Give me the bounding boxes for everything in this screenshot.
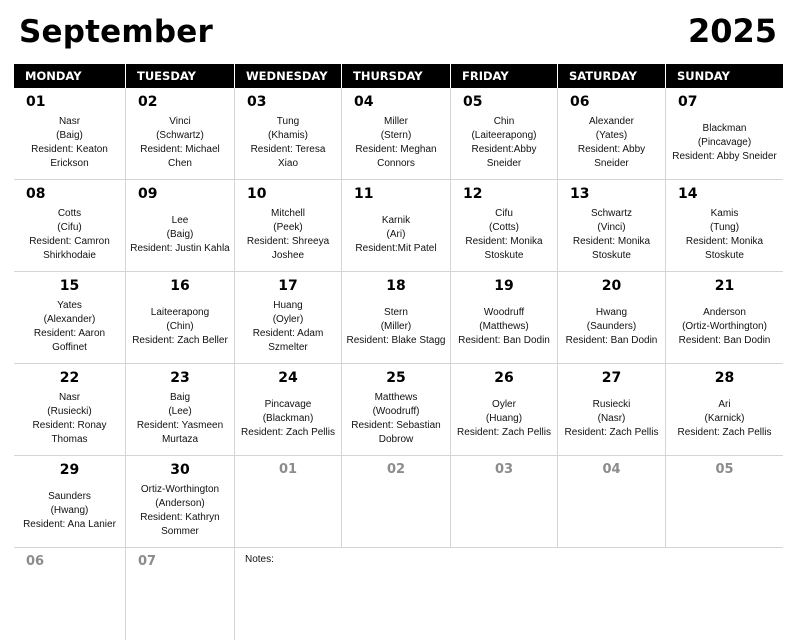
day-cell[interactable] bbox=[666, 180, 783, 271]
month-title: September bbox=[19, 14, 213, 50]
day-number: 15 bbox=[59, 278, 80, 294]
assignment-text bbox=[560, 110, 663, 175]
assignment-line: Resident: Michael bbox=[140, 143, 220, 155]
day-cell[interactable] bbox=[558, 180, 666, 271]
assignment-line: Hwang bbox=[595, 306, 628, 318]
day-number: 18 bbox=[386, 278, 406, 294]
day-number: 04 bbox=[602, 462, 621, 477]
day-cell[interactable] bbox=[126, 180, 235, 271]
day-number: 13 bbox=[570, 186, 590, 202]
weekday-header-row bbox=[14, 64, 783, 88]
assignment-text bbox=[344, 202, 448, 267]
assignment-line: (Tung) bbox=[709, 221, 740, 233]
assignment-text bbox=[16, 478, 123, 543]
day-number: 10 bbox=[247, 186, 267, 202]
day-cell[interactable] bbox=[666, 456, 783, 547]
assignment-text bbox=[237, 294, 339, 359]
assignment-line: (Khamis) bbox=[267, 129, 308, 141]
assignment-line: Schwartz bbox=[590, 207, 633, 219]
assignment-line: Yates bbox=[57, 299, 82, 311]
calendar-week bbox=[14, 364, 783, 456]
assignment-line: Mitchell bbox=[271, 207, 305, 219]
day-cell[interactable] bbox=[666, 364, 783, 455]
assignment-line: Resident: Meghan bbox=[355, 143, 437, 155]
day-number: 07 bbox=[138, 554, 157, 569]
assignment-line: Resident: Zach Beller bbox=[132, 334, 228, 346]
day-cell[interactable] bbox=[558, 272, 666, 363]
day-number: 07 bbox=[678, 94, 698, 110]
assignment-line: (Ortiz-Worthington) bbox=[682, 320, 767, 332]
day-number: 05 bbox=[463, 94, 483, 110]
day-cell[interactable] bbox=[235, 88, 342, 179]
day-cell[interactable] bbox=[558, 456, 666, 547]
notes-label: Notes: bbox=[245, 554, 274, 565]
assignment-text bbox=[344, 386, 448, 451]
day-cell[interactable] bbox=[14, 180, 126, 271]
assignment-line: (Schwartz) bbox=[156, 129, 204, 141]
assignment-line: Resident: Ban Dodin bbox=[565, 334, 658, 346]
assignment-line: (Ari) bbox=[386, 228, 406, 240]
assignment-line: (Cifu) bbox=[57, 221, 82, 233]
day-number: 01 bbox=[278, 462, 298, 477]
day-cell[interactable] bbox=[14, 364, 126, 455]
assignment-line: (Alexander) bbox=[43, 313, 96, 325]
assignment-line: Tung bbox=[276, 115, 300, 127]
calendar-week bbox=[14, 456, 783, 548]
assignment-line: Resident: Justin Kahla bbox=[130, 242, 230, 254]
assignment-text bbox=[453, 294, 555, 359]
assignment-line: Stoskute bbox=[592, 249, 631, 261]
assignment-line: (Huang) bbox=[485, 412, 523, 424]
assignment-line: Resident: Zach Pellis bbox=[241, 426, 335, 438]
day-number: 25 bbox=[386, 370, 406, 386]
assignment-text bbox=[128, 294, 232, 359]
assignment-line: Sommer bbox=[161, 525, 199, 537]
assignment-line: (Chin) bbox=[166, 320, 194, 332]
day-number: 05 bbox=[715, 462, 734, 477]
assignment-line: Resident: Ana Lanier bbox=[23, 518, 116, 530]
weekday-header: MONDAY bbox=[14, 64, 126, 88]
assignment-line: (Oyler) bbox=[272, 313, 304, 325]
day-number: 26 bbox=[494, 370, 514, 386]
day-cell[interactable] bbox=[342, 272, 451, 363]
assignment-line: Connors bbox=[377, 157, 415, 169]
day-number: 29 bbox=[59, 462, 80, 478]
assignment-line: Sneider bbox=[594, 157, 629, 169]
assignment-line: (Pincavage) bbox=[697, 136, 752, 148]
assignment-line: Ari bbox=[718, 398, 731, 410]
assignment-line: Stern bbox=[384, 306, 408, 318]
day-cell[interactable] bbox=[235, 272, 342, 363]
assignment-text bbox=[237, 386, 339, 451]
assignment-line: (Peek) bbox=[273, 221, 303, 233]
assignment-text bbox=[453, 110, 555, 175]
day-cell[interactable] bbox=[342, 364, 451, 455]
assignment-line: (Rusiecki) bbox=[47, 405, 92, 417]
day-cell[interactable] bbox=[126, 364, 235, 455]
day-cell[interactable] bbox=[14, 548, 126, 640]
assignment-text bbox=[128, 110, 232, 175]
day-cell[interactable] bbox=[342, 456, 451, 547]
assignment-line: (Baig) bbox=[56, 129, 83, 141]
assignment-line: Resident: Adam bbox=[252, 327, 324, 339]
day-number: 03 bbox=[494, 462, 514, 477]
assignment-line: Oyler bbox=[492, 398, 516, 410]
assignment-line: Resident: Monika bbox=[572, 235, 651, 247]
assignment-line: Resident: Abby Sneider bbox=[672, 150, 777, 162]
assignment-line: Xiao bbox=[277, 157, 298, 169]
day-cell[interactable] bbox=[558, 364, 666, 455]
weekday-header: THURSDAY bbox=[342, 64, 451, 88]
assignment-line: Resident: Keaton bbox=[31, 143, 108, 155]
assignment-text bbox=[128, 386, 232, 451]
day-cell[interactable] bbox=[235, 180, 342, 271]
assignment-line: Blackman bbox=[702, 122, 747, 134]
assignment-line: Sneider bbox=[486, 157, 522, 169]
assignment-text bbox=[237, 110, 339, 175]
day-number: 21 bbox=[714, 278, 735, 294]
day-number: 04 bbox=[354, 94, 374, 110]
day-cell[interactable] bbox=[342, 88, 451, 179]
assignment-line: Anderson bbox=[703, 306, 746, 318]
assignment-line: (Baig) bbox=[166, 228, 194, 240]
assignment-line: Baig bbox=[169, 391, 190, 403]
assignment-line: Joshee bbox=[271, 249, 305, 261]
assignment-line: Resident: Zach Pellis bbox=[677, 426, 772, 438]
assignment-text bbox=[453, 386, 555, 451]
assignment-text bbox=[16, 386, 123, 451]
assignment-line: (Nasr) bbox=[597, 412, 626, 424]
assignment-text bbox=[16, 110, 123, 175]
day-cell[interactable] bbox=[451, 456, 558, 547]
assignment-line: Resident: Zach Pellis bbox=[564, 426, 659, 438]
day-cell[interactable] bbox=[126, 548, 235, 640]
assignment-line: Saunders bbox=[48, 490, 91, 502]
assignment-line: (Vinci) bbox=[597, 221, 626, 233]
assignment-line: Murtaza bbox=[161, 433, 199, 445]
calendar-week bbox=[14, 272, 783, 364]
assignment-line: Ortiz-Worthington bbox=[140, 483, 220, 495]
assignment-line: (Laiteerapong) bbox=[471, 129, 537, 141]
assignment-line: Thomas bbox=[51, 433, 88, 445]
assignment-line: Szmelter bbox=[268, 341, 308, 353]
assignment-line: Resident: Aaron bbox=[33, 327, 106, 339]
day-cell[interactable] bbox=[126, 272, 235, 363]
assignment-line: Chin bbox=[493, 115, 515, 127]
day-cell[interactable] bbox=[451, 88, 558, 179]
day-cell[interactable] bbox=[666, 88, 783, 179]
assignment-line: Resident: Camron bbox=[29, 235, 110, 247]
assignment-line: Miller bbox=[384, 115, 408, 127]
assignment-line: Rusiecki bbox=[592, 398, 631, 410]
assignment-line: Resident: Monika bbox=[465, 235, 543, 247]
weekday-header: FRIDAY bbox=[451, 64, 558, 88]
assignment-line: Stoskute bbox=[705, 249, 744, 261]
assignment-line: (Yates) bbox=[595, 129, 628, 141]
assignment-line: Resident: Kathryn bbox=[140, 511, 220, 523]
assignment-line: Goffinet bbox=[52, 341, 87, 353]
assignment-text bbox=[668, 202, 781, 267]
assignment-text bbox=[16, 294, 123, 359]
assignment-line: (Karnick) bbox=[704, 412, 745, 424]
day-number: 22 bbox=[59, 370, 80, 386]
assignment-line: Resident: Blake Stagg bbox=[346, 334, 446, 346]
day-cell[interactable] bbox=[235, 364, 342, 455]
day-number: 24 bbox=[278, 370, 298, 386]
assignment-text bbox=[453, 202, 555, 267]
day-cell[interactable] bbox=[451, 272, 558, 363]
day-number: 08 bbox=[26, 186, 46, 202]
assignment-line: (Stern) bbox=[380, 129, 412, 141]
day-cell[interactable] bbox=[14, 272, 126, 363]
assignment-line: Cifu bbox=[495, 207, 513, 219]
weekday-header: SUNDAY bbox=[666, 64, 783, 88]
assignment-line: (Saunders) bbox=[586, 320, 637, 332]
assignment-line: Stoskute bbox=[484, 249, 524, 261]
day-cell[interactable] bbox=[14, 88, 126, 179]
day-number: 01 bbox=[26, 94, 46, 110]
assignment-line: (Hwang) bbox=[50, 504, 89, 516]
assignment-line: Alexander bbox=[588, 115, 635, 127]
assignment-line: Karnik bbox=[381, 214, 411, 226]
assignment-line: (Matthews) bbox=[479, 320, 529, 332]
assignment-line: Vinci bbox=[169, 115, 191, 127]
day-number: 16 bbox=[170, 278, 190, 294]
calendar-weeks bbox=[14, 88, 783, 548]
calendar-week bbox=[14, 88, 783, 180]
day-number: 28 bbox=[714, 370, 735, 386]
assignment-line: Resident: Ronay bbox=[32, 419, 107, 431]
day-cell[interactable] bbox=[235, 456, 342, 547]
assignment-line: Resident: Ban Dodin bbox=[678, 334, 771, 346]
day-number: 06 bbox=[26, 554, 45, 569]
assignment-line: Resident: Monika bbox=[685, 235, 764, 247]
assignment-text bbox=[128, 478, 232, 543]
assignment-line: Kamis bbox=[710, 207, 739, 219]
calendar-week bbox=[14, 180, 783, 272]
day-number: 19 bbox=[494, 278, 514, 294]
day-number: 20 bbox=[601, 278, 622, 294]
weekday-header: WEDNESDAY bbox=[235, 64, 342, 88]
assignment-text bbox=[128, 202, 232, 267]
day-number: 14 bbox=[678, 186, 698, 202]
assignment-line: Resident:Abby bbox=[471, 143, 537, 155]
assignment-text bbox=[668, 386, 781, 451]
assignment-line: Matthews bbox=[374, 391, 418, 403]
assignment-line: Resident: Shreeya bbox=[246, 235, 330, 247]
assignment-text bbox=[668, 110, 781, 175]
assignment-line: (Cotts) bbox=[489, 221, 519, 233]
assignment-line: (Lee) bbox=[168, 405, 192, 417]
day-cell[interactable] bbox=[342, 180, 451, 271]
day-cell[interactable] bbox=[14, 456, 126, 547]
assignment-line: Resident: Ban Dodin bbox=[458, 334, 550, 346]
calendar-grid bbox=[14, 64, 783, 640]
weekday-header: TUESDAY bbox=[126, 64, 235, 88]
assignment-line: Shirkhodaie bbox=[43, 249, 96, 261]
assignment-line: (Miller) bbox=[380, 320, 412, 332]
day-number: 30 bbox=[170, 462, 190, 478]
assignment-text bbox=[560, 386, 663, 451]
day-number: 11 bbox=[354, 186, 374, 202]
assignment-text bbox=[237, 202, 339, 267]
assignment-line: Lee bbox=[171, 214, 189, 226]
assignment-line: (Woodruff) bbox=[372, 405, 420, 417]
day-number: 03 bbox=[247, 94, 267, 110]
assignment-text bbox=[560, 202, 663, 267]
day-number: 17 bbox=[278, 278, 298, 294]
assignment-line: Resident: Abby bbox=[577, 143, 646, 155]
day-number: 06 bbox=[570, 94, 590, 110]
assignment-line: Resident: Sebastian bbox=[351, 419, 441, 431]
assignment-line: Erickson bbox=[50, 157, 89, 169]
day-cell[interactable] bbox=[666, 272, 783, 363]
day-cell[interactable] bbox=[451, 364, 558, 455]
assignment-text bbox=[560, 294, 663, 359]
assignment-line: Chen bbox=[168, 157, 192, 169]
assignment-line: Nasr bbox=[58, 391, 81, 403]
assignment-text bbox=[668, 294, 781, 359]
day-number: 27 bbox=[601, 370, 622, 386]
assignment-line: Huang bbox=[273, 299, 303, 311]
assignment-line: (Anderson) bbox=[155, 497, 205, 509]
assignment-line: Resident:Mit Patel bbox=[355, 242, 437, 254]
day-cell[interactable] bbox=[126, 88, 235, 179]
day-cell[interactable] bbox=[451, 180, 558, 271]
assignment-text bbox=[344, 110, 448, 175]
day-number: 09 bbox=[138, 186, 158, 202]
day-number: 23 bbox=[170, 370, 190, 386]
assignment-line: Cotts bbox=[57, 207, 82, 219]
assignment-line: Resident: Yasmeen bbox=[136, 419, 224, 431]
assignment-line: Dobrow bbox=[378, 433, 414, 445]
day-cell[interactable] bbox=[558, 88, 666, 179]
notes-area[interactable] bbox=[235, 548, 783, 640]
year-title: 2025 bbox=[687, 12, 777, 50]
day-number: 12 bbox=[463, 186, 483, 202]
assignment-line: Resident: Zach Pellis bbox=[457, 426, 551, 438]
assignment-line: (Blackman) bbox=[262, 412, 314, 424]
weekday-header: SATURDAY bbox=[558, 64, 666, 88]
assignment-line: Laiteerapong bbox=[150, 306, 210, 318]
day-cell[interactable] bbox=[126, 456, 235, 547]
assignment-text bbox=[16, 202, 123, 267]
day-number: 02 bbox=[138, 94, 158, 110]
day-number: 02 bbox=[386, 462, 406, 477]
assignment-line: Woodruff bbox=[483, 306, 525, 318]
assignment-text bbox=[344, 294, 448, 359]
assignment-line: Nasr bbox=[58, 115, 81, 127]
assignment-line: Pincavage bbox=[264, 398, 312, 410]
calendar-week-last bbox=[14, 548, 783, 640]
assignment-line: Resident: Teresa bbox=[250, 143, 326, 155]
